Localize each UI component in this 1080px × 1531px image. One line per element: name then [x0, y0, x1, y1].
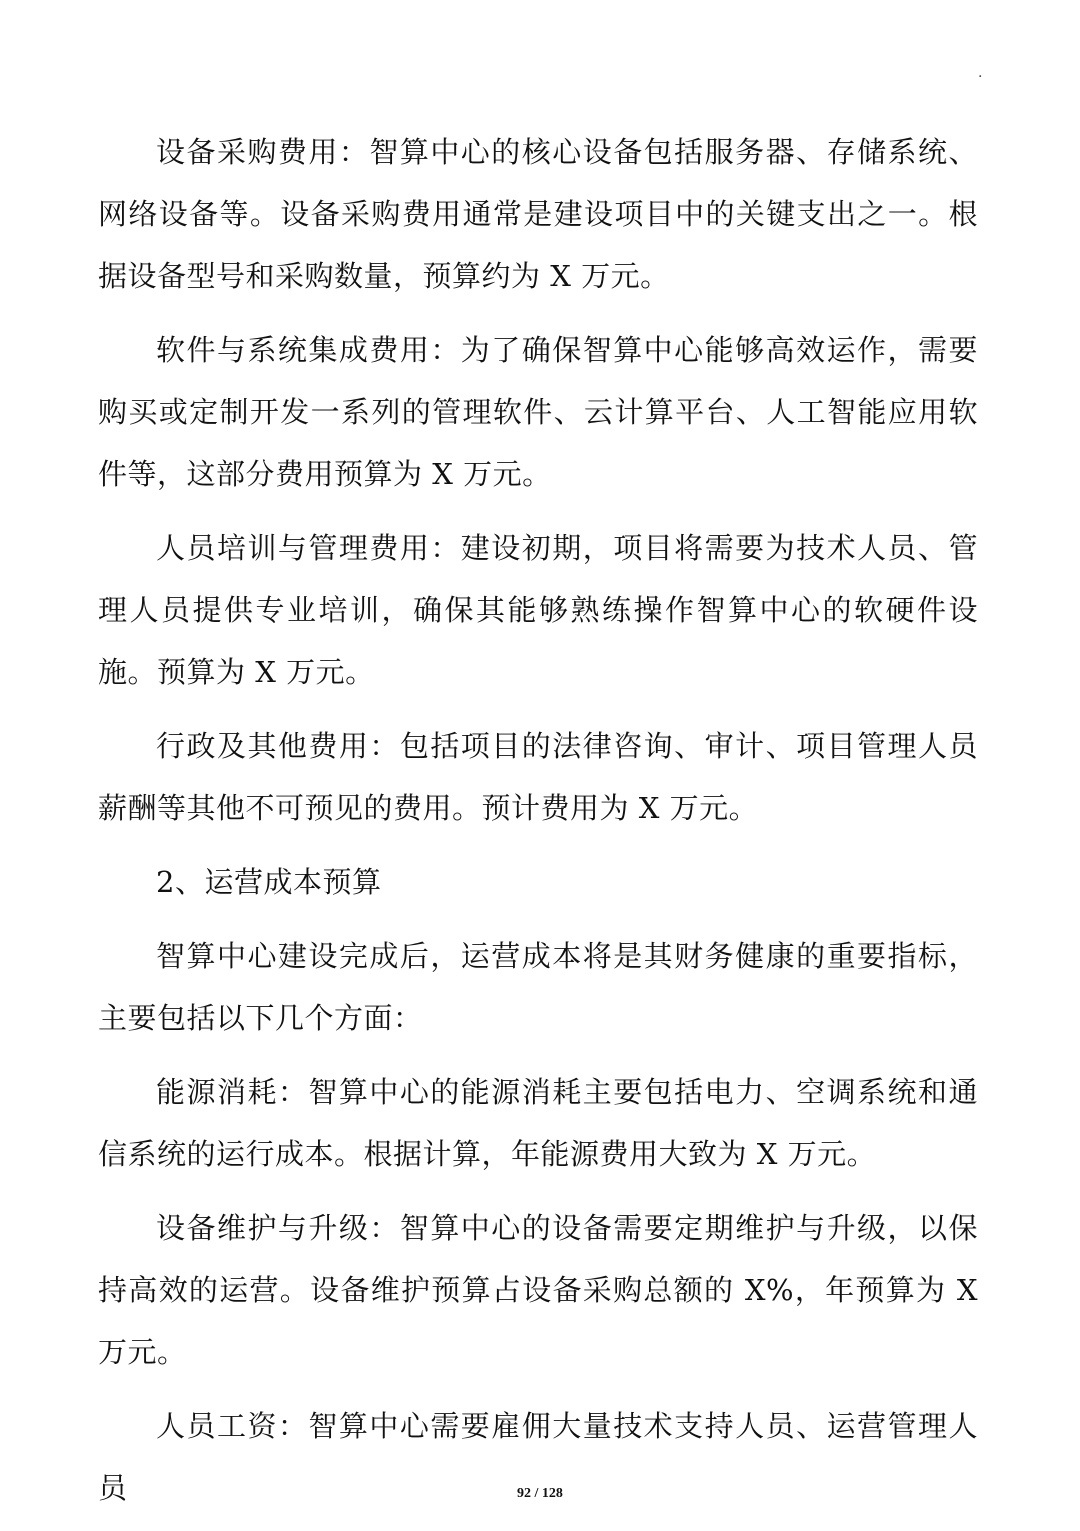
paragraph-equipment-procurement: 设备采购费用：智算中心的核心设备包括服务器、存储系统、网络设备等。设备采购费用通常是建设项目中的关键支出之一。根据设备型号和采购数量，预算约为 X 万元。 — [98, 135, 978, 293]
page-number: 92 / 128 — [517, 1486, 563, 1501]
document-body — [98, 121, 978, 1531]
paragraph-admin-other: 行政及其他费用：包括项目的法律咨询、审计、项目管理人员薪酬等其他不可预见的费用。预计费用为 X 万元。 — [98, 729, 978, 825]
paragraph-energy-consumption: 能源消耗：智算中心的能源消耗主要包括电力、空调系统和通信系统的运行成本。根据计算，年能源费用大致为 X 万元。 — [98, 1075, 978, 1171]
paragraph-operating-intro: 智算中心建设完成后，运营成本将是其财务健康的重要指标，主要包括以下几个方面： — [98, 939, 978, 1035]
paragraph-staff-training: 人员培训与管理费用：建设初期，项目将需要为技术人员、管理人员提供专业培训，确保其能够熟练操作智算中心的软硬件设施。预算为 X 万元。 — [98, 531, 978, 689]
paragraph-staff-salary: 人员工资：智算中心需要雇佣大量技术支持人员、运营管理人员 — [98, 1409, 978, 1505]
section-heading-operating-cost: 2、运营成本预算 — [156, 865, 382, 899]
corner-mark: · — [978, 69, 983, 85]
paragraph-equipment-maintenance: 设备维护与升级：智算中心的设备需要定期维护与升级，以保持高效的运营。设备维护预算占设备采购总额的 X%，年预算为 X 万元。 — [98, 1211, 978, 1369]
paragraph-software-integration: 软件与系统集成费用：为了确保智算中心能够高效运作，需要购买或定制开发一系列的管理软件、云计算平台、人工智能应用软件等，这部分费用预算为 X 万元。 — [98, 333, 978, 491]
